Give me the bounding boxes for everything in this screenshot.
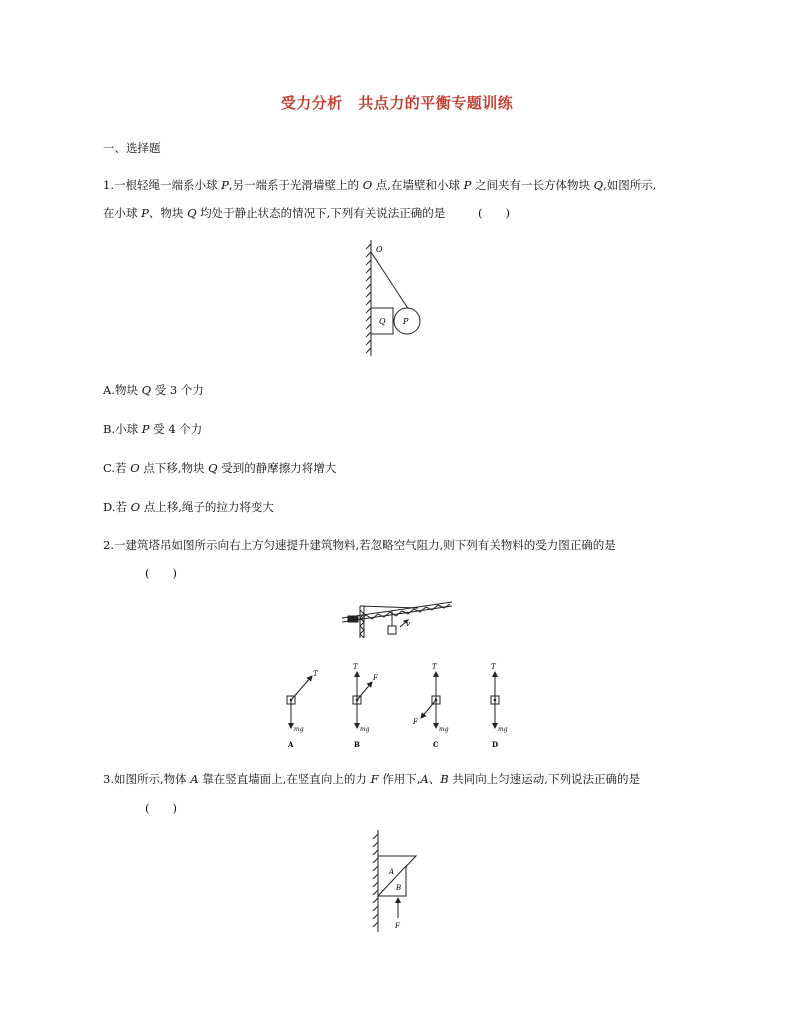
diagram-c	[421, 672, 440, 728]
q3-var: A	[190, 772, 199, 786]
option-text: 受 3 个力	[151, 383, 204, 397]
q1-text: 在小球	[103, 206, 142, 220]
crane-velocity-label: v	[406, 620, 410, 628]
q2-answer-bracket: ( )	[145, 566, 177, 580]
diagram-d-mg: mg	[498, 726, 508, 733]
label-q: Q	[379, 317, 386, 326]
q3-text-part: 作用下,	[378, 772, 421, 786]
diagram-b	[353, 672, 372, 728]
diagram-a-mg: mg	[294, 726, 304, 733]
q1-var: P	[221, 178, 229, 192]
option-var: Q	[208, 461, 218, 475]
diagram-a-label: A	[288, 740, 294, 749]
q3-var: B	[440, 772, 449, 786]
label-b: B	[396, 884, 402, 892]
option-var: O	[130, 500, 141, 514]
option-var: Q	[141, 383, 152, 397]
option-var: O	[130, 461, 140, 475]
q1-text: ,如图所示,	[603, 178, 657, 192]
diagram-c-mg: mg	[439, 726, 449, 733]
q1-option-b	[103, 421, 202, 437]
q3-text-part: 3.如图所示,物体	[103, 772, 191, 786]
diagram-a-t: T	[313, 670, 318, 678]
q3-text-part: 共同向上匀速运动,下列说法正确的是	[448, 772, 640, 786]
label-a: A	[389, 868, 395, 876]
diagram-a	[287, 676, 312, 728]
q1-line2	[103, 205, 445, 221]
diagram-c-label: C	[433, 740, 439, 749]
diagram-d	[491, 672, 499, 728]
label-f: F	[395, 922, 400, 930]
q2-force-diagrams	[270, 660, 510, 752]
q1-text: ,另一端系于光滑墙壁上的	[228, 178, 363, 192]
q3-text-part: 、	[428, 772, 441, 786]
q1-text: 均处于静止状态的情况下,下列有关说法正确的是	[196, 206, 446, 220]
q3-var: F	[370, 772, 379, 786]
option-text: 受到的静摩擦力将增大	[217, 461, 337, 475]
label-p: P	[403, 317, 409, 326]
q3-answer-bracket: ( )	[145, 801, 177, 815]
rope	[371, 252, 409, 310]
diagram-b-f: F	[373, 674, 378, 682]
option-text: A.物块	[103, 383, 142, 397]
q3-text-part: 靠在竖直墙面上,在竖直向上的力	[198, 772, 371, 786]
q1-option-a	[103, 382, 204, 398]
option-text: B.小球	[103, 422, 142, 436]
option-text: C.若	[103, 461, 131, 475]
section-heading: 一、选择题	[103, 141, 161, 155]
option-text: 点下移,物块	[139, 461, 209, 475]
option-text: 受 4 个力	[149, 422, 203, 436]
q3-text	[103, 771, 640, 787]
option-text: 点上移,绳子的拉力将变大	[140, 500, 274, 514]
diagram-b-mg: mg	[360, 726, 370, 733]
q1-option-d	[103, 499, 274, 515]
diagram-b-t: T	[353, 663, 358, 671]
q1-var: P	[141, 206, 149, 220]
q1-answer-bracket: ( )	[478, 206, 510, 220]
q1-text: 、物块	[148, 206, 188, 220]
q1-var: P	[463, 178, 472, 192]
q1-text: 1.一根轻绳一端系小球	[103, 178, 222, 192]
q2-text: 2.一建筑塔吊如图所示向右上方匀速提升建筑物料,若忽略空气阻力,则下列有关物料的受力图正确的是	[103, 538, 616, 552]
q1-var: O	[362, 178, 373, 192]
diagram-c-t: T	[432, 663, 437, 671]
option-var: P	[141, 422, 150, 436]
page-title: 受力分析 共点力的平衡专题训练	[280, 94, 514, 112]
q2-crane-figure	[338, 596, 458, 646]
q1-line1	[103, 177, 656, 193]
q1-text: 点,在墙壁和小球	[372, 178, 464, 192]
diagram-d-label: D	[492, 740, 499, 749]
wall-hatch	[373, 834, 378, 927]
q1-text: 之间夹有一长方体物块	[471, 178, 594, 192]
q3-figure	[368, 828, 428, 934]
q1-var: Q	[187, 206, 197, 220]
diagram-c-f: F	[413, 718, 418, 726]
q1-var: Q	[593, 178, 604, 192]
q1-figure	[360, 238, 435, 360]
label-o: O	[376, 245, 383, 254]
wall-hatch	[366, 244, 371, 353]
option-text: D.若	[103, 500, 131, 514]
q1-option-c	[103, 460, 336, 476]
diagram-b-label: B	[354, 740, 360, 749]
diagram-d-t: T	[491, 663, 496, 671]
q3-var: A	[420, 772, 429, 786]
